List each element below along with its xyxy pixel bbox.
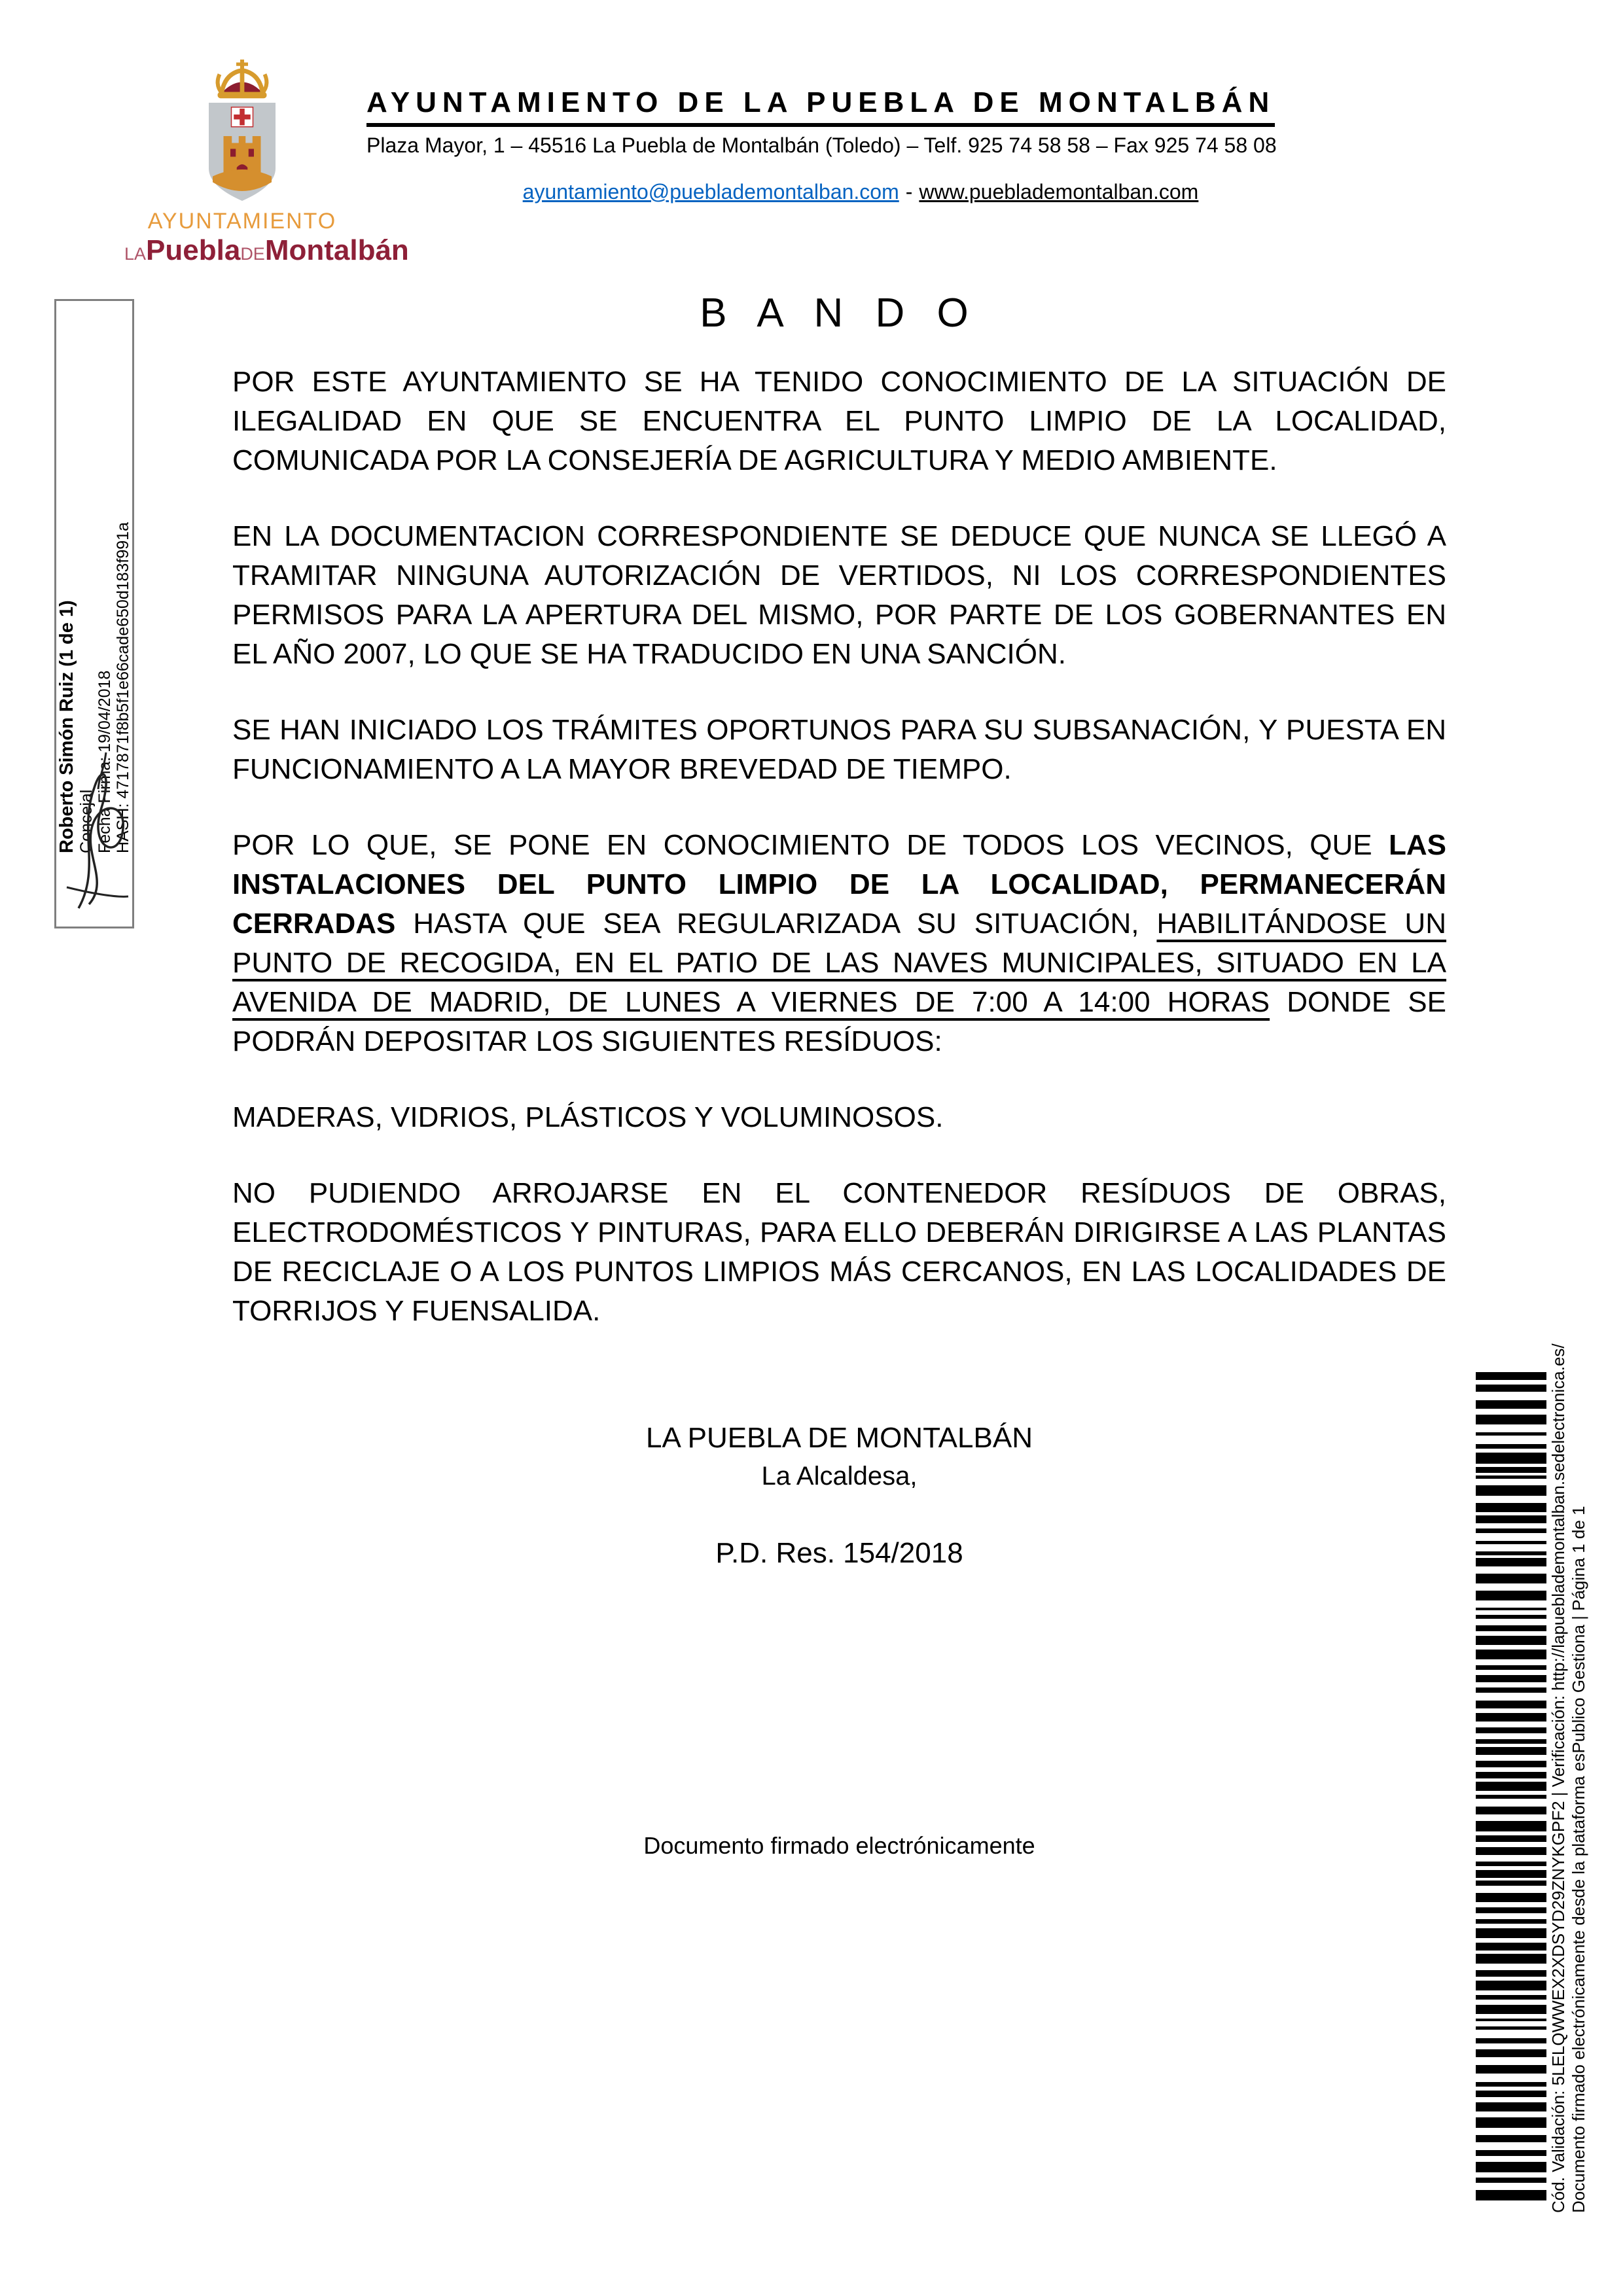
municipal-logo [124, 58, 409, 272]
paragraph-segment: MADERAS, VIDRIOS, PLÁSTICOS Y VOLUMINOSOS. [232, 1101, 944, 1133]
closing-signatory: La Alcaldesa, [761, 1462, 918, 1491]
paragraph-segment: SE HAN INICIADO LOS TRÁMITES OPORTUNOS PARA SU SUBSANACIÓN, Y PUESTA EN FUNCIONAMIENTO A LA MAYOR BREVEDAD DE TIEMPO. [232, 714, 1446, 785]
signature-hash: HASH: 4717871f8b5f1e66cade650d183f991a [113, 522, 132, 853]
logo-name-main1: Puebla [146, 234, 241, 266]
logo-name-main2: Montalbán [264, 234, 409, 266]
paragraph-segment: LAS INSTALACIONES DEL PUNTO LIMPIO DE LA LOCALIDAD, PERMANECERÁN CERRADAS [232, 829, 1446, 940]
letterhead-address: Plaza Mayor, 1 – 45516 La Puebla de Montalbán (Toledo) – Telf. 925 74 58 58 – Fax 925 74 58 08 [366, 133, 1277, 157]
paragraph-segment: POR LO QUE, SE PONE EN CONOCIMIENTO DE TODOS LOS VECINOS, QUE [232, 829, 1389, 861]
closing-reference: P.D. Res. 154/2018 [715, 1537, 963, 1569]
verification-platform-line: Documento firmado electrónicamente desde la plataforma esPublico Gestiona | Página 1 de 1 [1569, 1506, 1588, 2213]
verification-code-line: Cód. Validación: 5LELQWWEX2XDSYD29ZNYKGPF2 | Verificación: http://lapueblademontalban.sedelectronica.es/ [1548, 1343, 1568, 2213]
document-body [232, 293, 1446, 1569]
paragraph-segment: EN LA DOCUMENTACION CORRESPONDIENTE SE DEDUCE QUE NUNCA SE LLEGÓ A TRAMITAR NINGUNA AUTORIZACIÓN DE VERTIDOS, NI LOS CORRESPONDIENTES PERMISOS PARA LA APERTURA DEL MISMO, POR PARTE DE LOS GOBERNANTES EN EL AÑO 2007, LO QUE SE HA TRADUCIDO EN UNA SANCIÓN. [232, 520, 1446, 670]
body-paragraph [232, 1098, 1446, 1137]
signer-name: Roberto Simón Ruiz (1 de 1) [56, 600, 77, 853]
logo-name-prefix: LA [124, 244, 147, 264]
handwritten-signature-icon [60, 733, 132, 926]
body-paragraph [232, 826, 1446, 1061]
logo-org-label: AYUNTAMIENTO [147, 209, 337, 234]
letterhead-title: AYUNTAMIENTO DE LA PUEBLA DE MONTALBÁN [366, 86, 1275, 127]
paragraph-segment: POR ESTE AYUNTAMIENTO SE HA TENIDO CONOCIMIENTO DE LA SITUACIÓN DE ILEGALIDAD EN QUE SE ENCUENTRA EL PUNTO LIMPIO DE LA LOCALIDAD, COMUNICADA POR LA CONSEJERÍA DE AGRICULTURA Y MEDIO AMBIENTE. [232, 366, 1446, 476]
letterhead [366, 86, 1355, 204]
barcode [1476, 1372, 1546, 2213]
logo-name-infix: DE [240, 244, 265, 264]
electronic-signature-note: Documento firmado electrónicamente [643, 1832, 1035, 1859]
signature-date: Fecha Firma: 19/04/2018 [95, 670, 114, 853]
letterhead-links [366, 180, 1355, 204]
signature-stamp-box [54, 299, 134, 928]
website-link[interactable]: www.pueblademontalban.com [919, 180, 1199, 203]
body-paragraph [232, 1174, 1446, 1331]
paragraph-segment: HABILITÁNDOSE UN PUNTO DE RECOGIDA, EN EL PATIO DE LAS NAVES MUNICIPALES, SITUADO EN LA AVENIDA DE MADRID, DE LUNES A VIERNES DE 7:00 A 14:00 HORAS [232, 908, 1446, 1018]
body-paragraphs [232, 362, 1446, 1331]
link-separator: - [905, 180, 913, 203]
paragraph-segment: HASTA QUE SEA REGULARIZADA SU SITUACIÓN, [395, 908, 1157, 940]
body-paragraph [232, 517, 1446, 674]
closing-block [232, 1422, 1446, 1569]
email-link[interactable]: ayuntamiento@pueblademontalban.com [522, 180, 899, 203]
signer-role: Concejal [77, 789, 96, 853]
coat-of-arms-icon [193, 58, 291, 205]
closing-place: LA PUEBLA DE MONTALBÁN [646, 1422, 1033, 1454]
body-paragraph [232, 711, 1446, 789]
document-title: B A N D O [700, 291, 979, 336]
body-paragraph [232, 362, 1446, 480]
paragraph-segment: DONDE SE PODRÁN DEPOSITAR LOS SIGUIENTES RESÍDUOS: [232, 986, 1446, 1057]
verification-strip [1548, 1343, 1590, 2213]
logo-municipality-name [124, 234, 409, 272]
paragraph-segment: NO PUDIENDO ARROJARSE EN EL CONTENEDOR RESÍDUOS DE OBRAS, ELECTRODOMÉSTICOS Y PINTURAS, PARA ELLO DEBERÁN DIRIGIRSE A LAS PLANTAS DE RECICLAJE O A LOS PUNTOS LIMPIOS MÁS CERCANOS, EN LAS LOCALIDADES DE TORRIJOS Y FUENSALIDA. [232, 1177, 1446, 1327]
